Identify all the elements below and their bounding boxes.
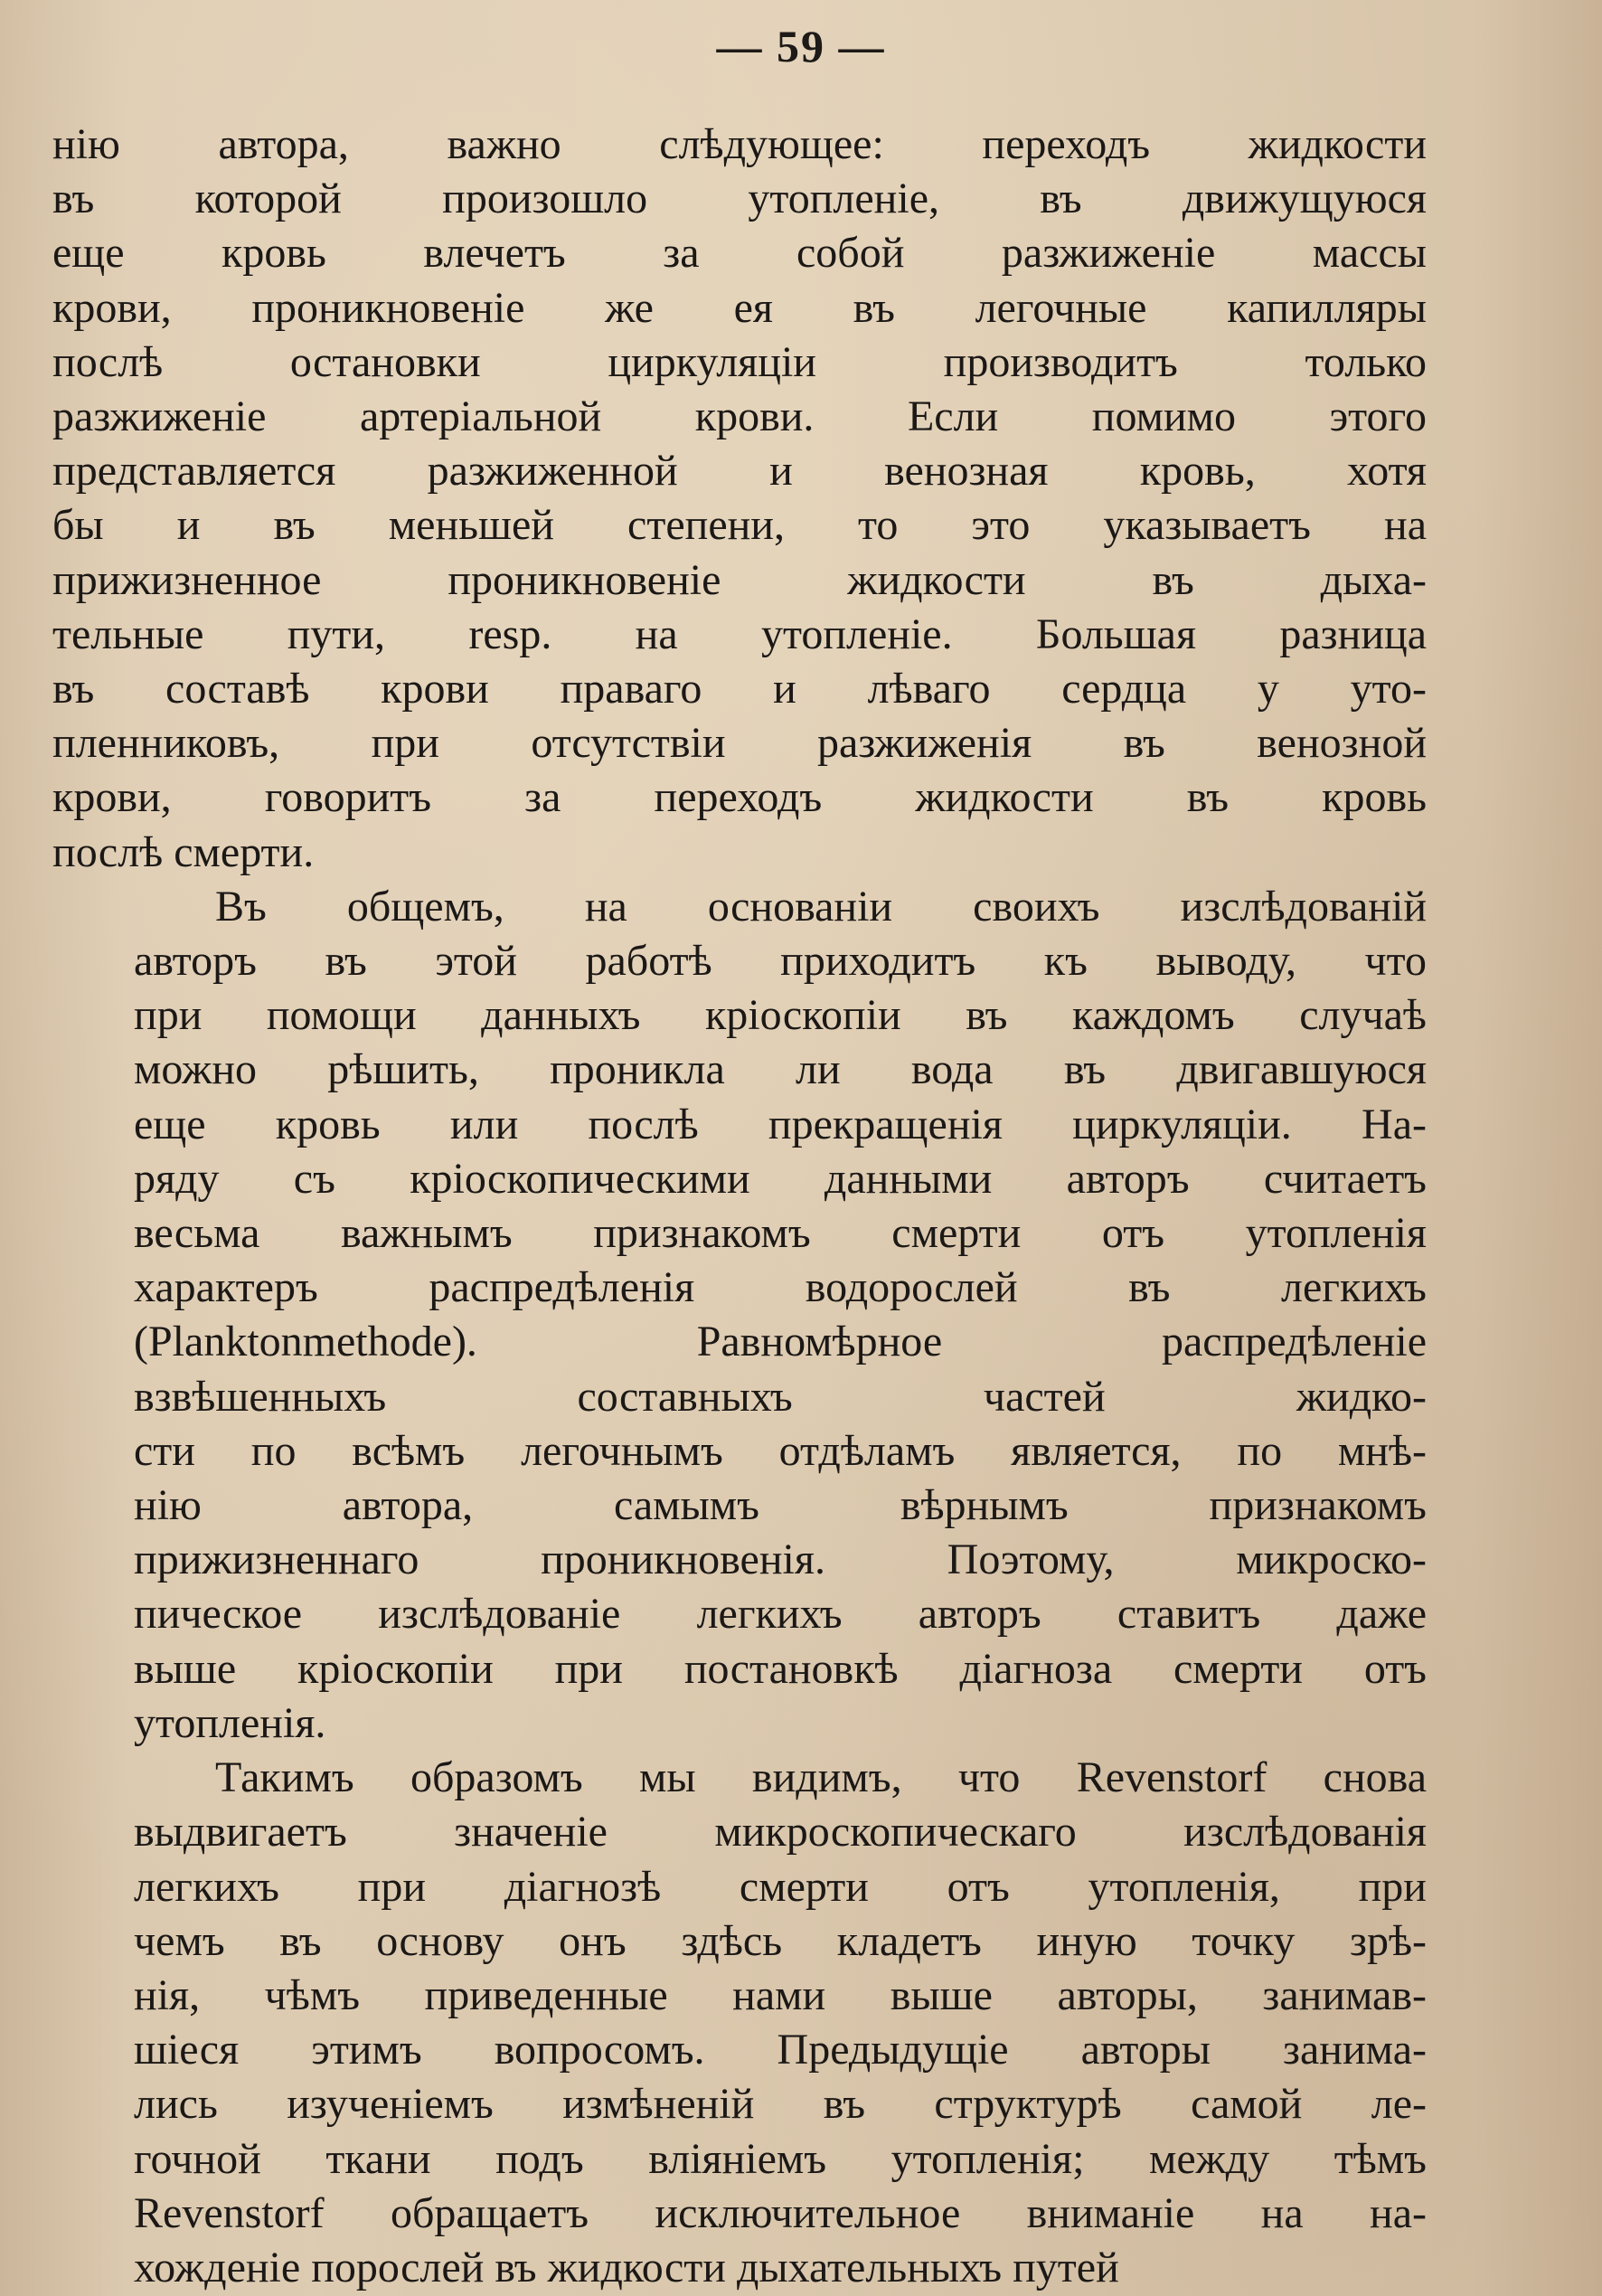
text-line: послѣ остановки циркуляціи производитъ только [52, 337, 1427, 386]
text-line: весьма важнымъ признакомъ смерти отъ утопленія [134, 1209, 1427, 1258]
page-number: — 59 — [716, 21, 886, 71]
text-line: крови, говоритъ за переходъ жидкости въ кровь [52, 773, 1427, 822]
text-line: шіеся этимъ вопросомъ. Предыдущіе авторы занима- [134, 2026, 1427, 2074]
text-line: нія, чѣмъ приведенные нами выше авторы, занимав- [134, 1970, 1427, 2019]
text-line: нію автора, самымъ вѣрнымъ признакомъ [134, 1481, 1427, 1530]
paragraph [52, 1751, 1427, 2295]
text-line: утопленія. [134, 1698, 326, 1747]
text-line: прижизненное проникновеніе жидкости въ дыха- [52, 555, 1427, 604]
text-line: ряду съ кріоскопическими данными авторъ считаетъ [134, 1154, 1427, 1203]
text-line: можно рѣшить, проникла ли вода въ двигавшуюся [134, 1045, 1427, 1094]
text-line: (Planktonmethode). Равномѣрное распредѣленіе [134, 1318, 1427, 1366]
text-line: Такимъ образомъ мы видимъ, что Revenstorf снова [215, 1753, 1427, 1802]
text-line: взвѣшенныхъ составныхъ частей жидко- [134, 1372, 1427, 1421]
text-line: нію автора, важно слѣдующее: переходъ жидкости [52, 120, 1427, 168]
text-line: еще кровь влечетъ за собой разжиженіе массы [52, 229, 1427, 278]
text-line: легкихъ при діагнозѣ смерти отъ утопленія, при [134, 1862, 1427, 1911]
text-line: бы и въ меньшей степени, то это указываетъ на [52, 501, 1427, 550]
text-line: гочной ткани подъ вліяніемъ утопленія; между тѣмъ [134, 2134, 1427, 2183]
text-line: чемъ въ основу онъ здѣсь кладетъ иную точку зрѣ- [134, 1916, 1427, 1965]
text-line: въ составѣ крови праваго и лѣваго сердца у уто- [52, 665, 1427, 713]
body-text [52, 118, 1427, 2295]
text-line: хожденіе порослей въ жидкости дыхательныхъ путей [134, 2243, 1119, 2291]
text-line: представляется разжиженной и венозная кровь, хотя [52, 447, 1427, 496]
text-line: выдвигаетъ значеніе микроскопическаго изслѣдованія [134, 1808, 1427, 1857]
text-line: при помощи данныхъ кріоскопіи въ каждомъ случаѣ [134, 991, 1427, 1040]
text-line: характеръ распредѣленія водорослей въ легкихъ [134, 1263, 1427, 1312]
text-line: въ которой произошло утопленіе, въ движущуюся [52, 175, 1427, 223]
text-line: пленниковъ, при отсутствіи разжиженія въ венозной [52, 719, 1427, 768]
text-line: пическое изслѣдованіе легкихъ авторъ ставитъ даже [134, 1590, 1427, 1639]
text-line: Revenstorf обращаетъ исключительное вниманіе на на- [134, 2188, 1427, 2237]
paragraph [52, 880, 1427, 1751]
text-line: крови, проникновеніе же ея въ легочные капилляры [52, 283, 1427, 332]
text-line: авторъ въ этой работѣ приходитъ къ выводу, что [134, 937, 1427, 986]
text-line: еще кровь или послѣ прекращенія циркуляціи. На- [134, 1100, 1427, 1148]
text-line: выше кріоскопіи при постановкѣ діагноза смерти отъ [134, 1644, 1427, 1693]
text-line: Въ общемъ, на основаніи своихъ изслѣдованій [215, 882, 1427, 931]
text-line: лись изученіемъ измѣненій въ структурѣ самой ле- [134, 2080, 1427, 2129]
text-line: разжиженіе артеріальной крови. Если помимо этого [52, 392, 1427, 441]
paragraph [52, 118, 1427, 880]
text-line: тельные пути, resp. на утопленіе. Большая разница [52, 609, 1427, 658]
text-line: прижизненнаго проникновенія. Поэтому, микроско- [134, 1535, 1427, 1584]
text-line: сти по всѣмъ легочнымъ отдѣламъ является, по мнѣ- [134, 1426, 1427, 1475]
text-line: послѣ смерти. [52, 827, 315, 876]
